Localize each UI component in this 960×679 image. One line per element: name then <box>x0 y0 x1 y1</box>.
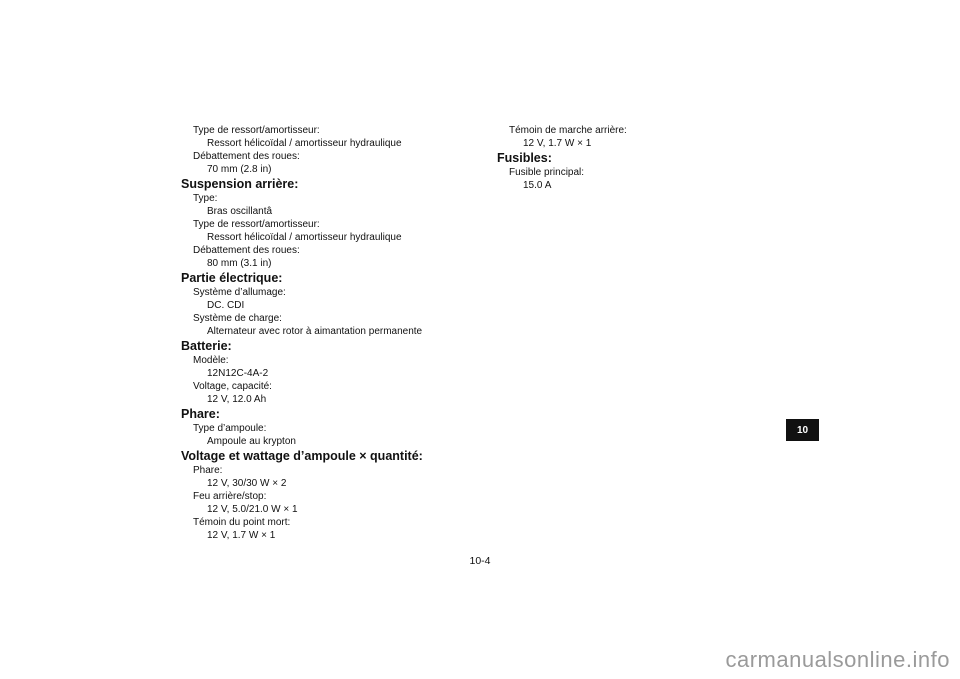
spec-value: 12 V, 30/30 W × 2 <box>207 478 287 489</box>
spec-label: Système de charge: <box>193 313 282 324</box>
spec-label: Débattement des roues: <box>193 151 300 162</box>
spec-label: Phare: <box>193 465 223 476</box>
spec-label: Feu arrière/stop: <box>193 491 267 502</box>
spec-value: 80 mm (3.1 in) <box>207 258 272 269</box>
spec-value: 12 V, 1.7 W × 1 <box>523 138 592 149</box>
spec-label: Témoin de marche arrière: <box>509 125 627 136</box>
spec-value: Alternateur avec rotor à aimantation permanente <box>207 326 423 337</box>
spec-value: 12N12C-4A-2 <box>207 368 269 379</box>
spec-value: Bras oscillantâ <box>207 206 273 217</box>
spec-heading: Voltage et wattage d’ampoule × quantité: <box>181 449 423 463</box>
left-column <box>181 124 471 542</box>
right-column <box>497 124 697 192</box>
spec-value: DC. CDI <box>207 300 245 311</box>
spec-heading: Partie électrique: <box>181 271 283 285</box>
spec-heading: Phare: <box>181 407 220 421</box>
spec-value: Ampoule au krypton <box>207 436 296 447</box>
chapter-tab: 10 <box>786 419 819 441</box>
spec-label: Témoin du point mort: <box>193 517 291 528</box>
spec-value: 12 V, 1.7 W × 1 <box>207 530 276 541</box>
spec-label: Voltage, capacité: <box>193 381 272 392</box>
page-number: 10-4 <box>469 555 491 567</box>
spec-label: Type de ressort/amortisseur: <box>193 125 320 136</box>
spec-label: Type d’ampoule: <box>193 423 267 434</box>
spec-value: 70 mm (2.8 in) <box>207 164 272 175</box>
spec-label: Fusible principal: <box>509 167 585 178</box>
spec-label: Modèle: <box>193 355 229 366</box>
spec-heading: Fusibles: <box>497 151 552 165</box>
spec-label: Débattement des roues: <box>193 245 300 256</box>
spec-value: Ressort hélicoïdal / amortisseur hydraulique <box>207 138 402 149</box>
spec-value: 12 V, 12.0 Ah <box>207 394 267 405</box>
spec-value: Ressort hélicoïdal / amortisseur hydraulique <box>207 232 402 243</box>
spec-label: Type: <box>193 193 218 204</box>
spec-label: Système d’allumage: <box>193 287 286 298</box>
spec-value: 15.0 A <box>523 180 552 191</box>
spec-heading: Batterie: <box>181 339 232 353</box>
spec-label: Type de ressort/amortisseur: <box>193 219 320 230</box>
spec-value: 12 V, 5.0/21.0 W × 1 <box>207 504 298 515</box>
spec-heading: Suspension arrière: <box>181 177 299 191</box>
footer-watermark: carmanualsonline.info <box>725 647 950 672</box>
